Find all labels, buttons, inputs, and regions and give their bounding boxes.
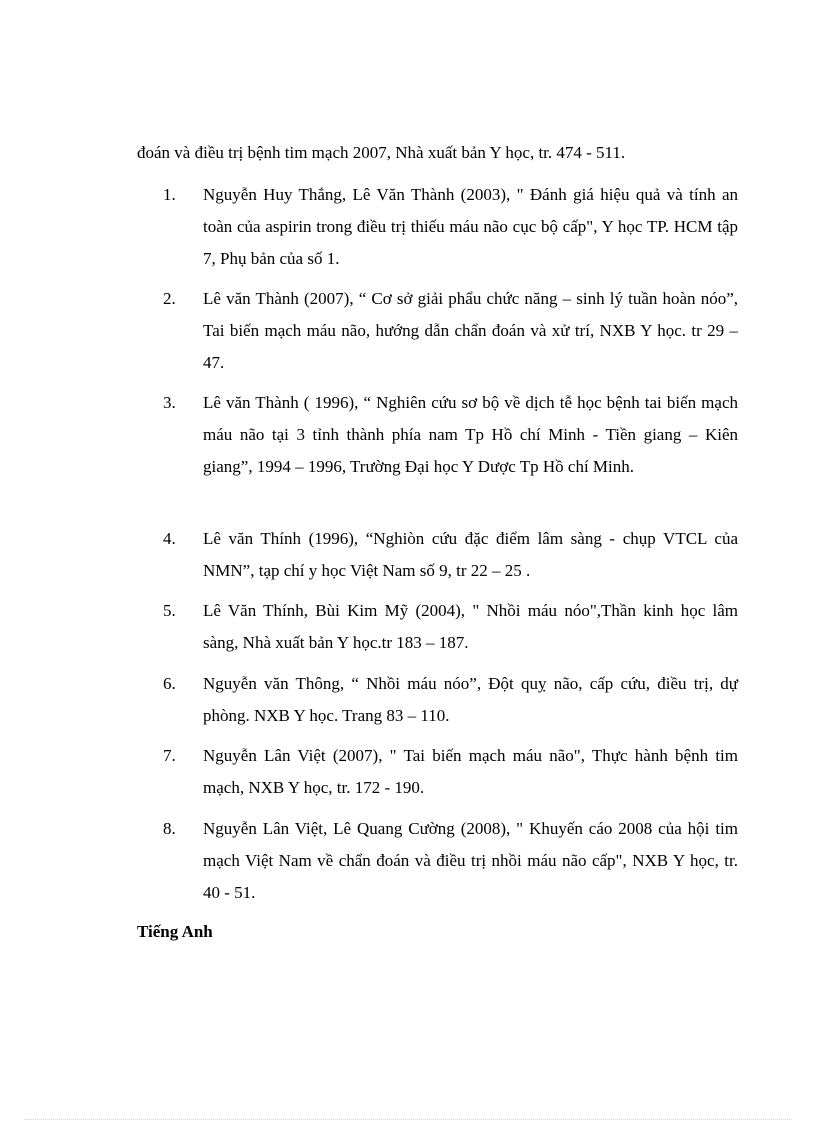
reference-number: 3. [163,393,176,412]
reference-text: Lê văn Thành ( 1996), “ Nghiên cứu sơ bộ về dịch tễ học bệnh tai biến mạch máu não tại 3 tỉnh thành phía nam Tp Hồ chí Minh - Tiền giang – Kiên giang”, 1994 – 1996, Trường Đại học Y Dược Tp Hồ chí Minh. [203,393,738,476]
reference-number: 5. [163,601,176,620]
reference-number: 1. [163,185,176,204]
reference-continuation-line: đoán và điều trị bệnh tim mạch 2007, Nhà xuất bản Y học, tr. 474 - 511. [137,143,626,162]
section-heading-english: Tiếng Anh [137,922,213,941]
reference-text: Nguyễn văn Thông, “ Nhồi máu nóo”, Đột quỵ não, cấp cứu, điều trị, dự phòng. NXB Y học. Trang 83 – 110. [203,674,738,725]
reference-text: Nguyễn Huy Thắng, Lê Văn Thành (2003), " Đánh giá hiệu quả và tính an toàn của aspirin trong điều trị thiếu máu não cục bộ cấp", Y học TP. HCM tập 7, Phụ bản của số 1. [203,185,738,268]
reference-number: 7. [163,746,176,765]
reference-text: Lê văn Thính (1996), “Nghiòn cứu đặc điểm lâm sàng - chụp VTCL của NMN”, tạp chí y học Việt Nam số 9, tr 22 – 25 . [203,529,738,580]
reference-number: 2. [163,289,176,308]
reference-text: Lê Văn Thính, Bùi Kim Mỹ (2004), " Nhồi máu nóo",Thần kinh học lâm sàng, Nhà xuất bản Y học.tr 183 – 187. [203,601,738,652]
reference-number: 6. [163,674,176,693]
reference-text: Lê văn Thành (2007), “ Cơ sở giải phẩu chức năng – sinh lý tuần hoàn nóo”, Tai biến mạch máu não, hướng dẫn chẩn đoán và xử trí, NXB Y học. tr 29 – 47. [203,289,738,372]
reference-number: 4. [163,529,176,548]
reference-number: 8. [163,819,176,838]
reference-text: Nguyễn Lân Việt, Lê Quang Cường (2008), " Khuyến cáo 2008 của hội tim mạch Việt Nam về chẩn đoán và điều trị nhồi máu não cấp", NXB Y học, tr. 40 - 51. [203,819,738,902]
reference-text: Nguyễn Lân Việt (2007), " Tai biến mạch máu não", Thực hành bệnh tim mạch, NXB Y học, tr. 172 - 190. [203,746,738,797]
page-bottom-divider [24,1119,792,1120]
